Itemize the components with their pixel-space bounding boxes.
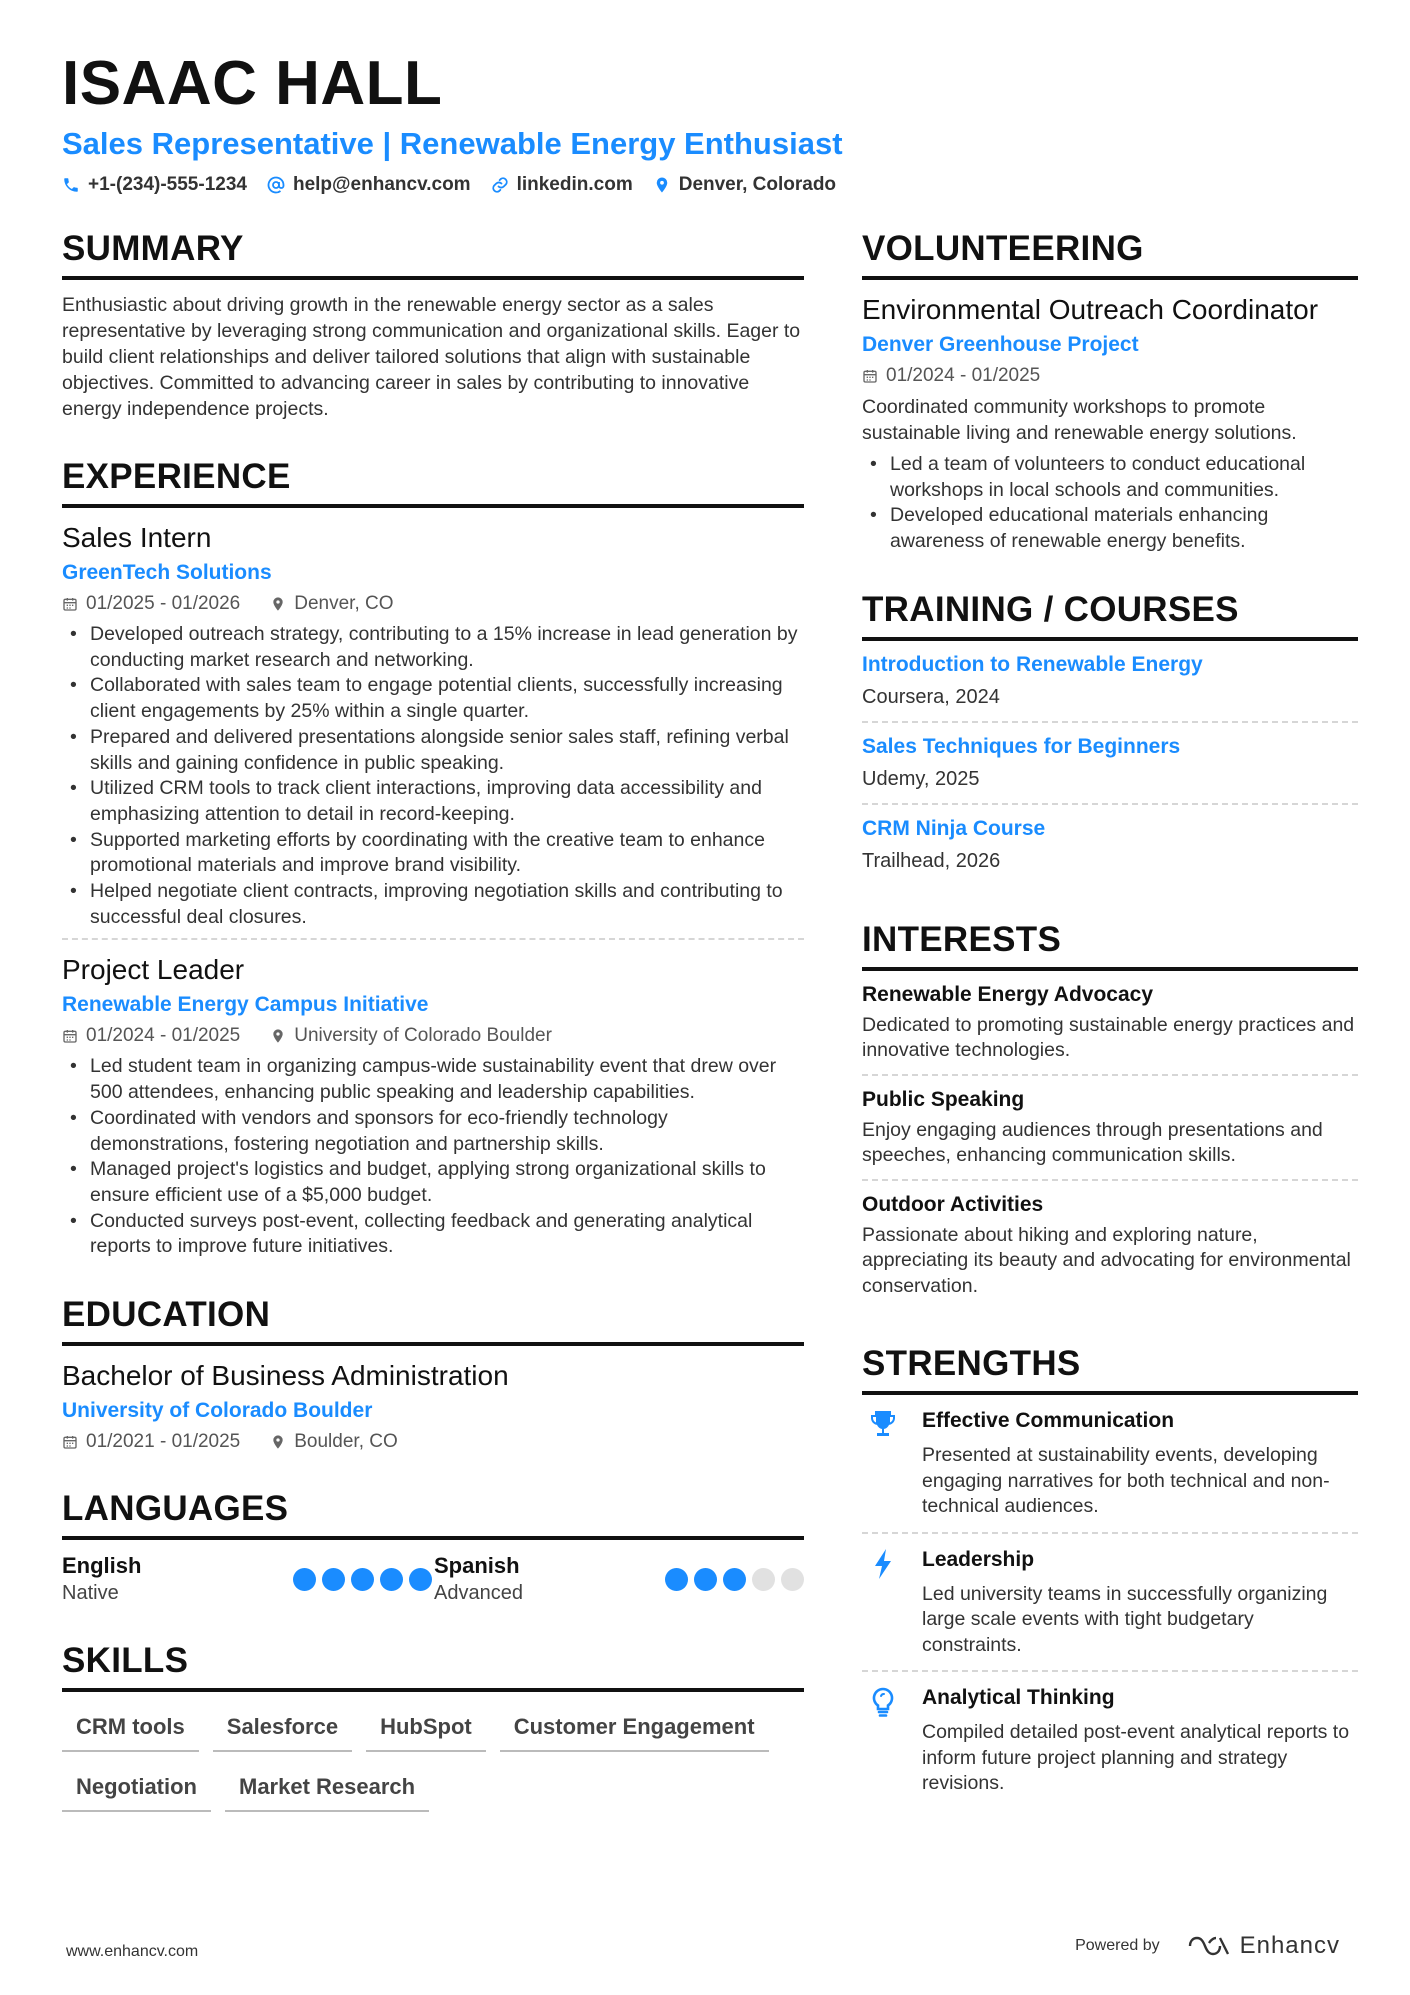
course-source: Udemy, 2025: [862, 767, 980, 790]
course-item: [862, 723, 1358, 805]
job-bullet: • Managed project's logistics and budget, applying strong organizational skills to ensure efficient use of a $5,000 budget.: [62, 1157, 804, 1208]
location-text: Denver, Colorado: [678, 174, 837, 195]
course-source: Trailhead, 2026: [862, 849, 1001, 872]
skill-tag: HubSpot: [366, 1708, 486, 1752]
job-location-text: Denver, CO: [294, 593, 394, 614]
rating-dot-filled: [665, 1568, 688, 1591]
interest-title: Renewable Energy Advocacy: [862, 982, 1154, 1006]
training-section: [862, 589, 1358, 885]
interest-title: Outdoor Activities: [862, 1192, 1044, 1216]
rating-dot-filled: [322, 1568, 345, 1591]
strength-title: Effective Communication: [922, 1409, 1175, 1433]
strength-title: Leadership: [922, 1547, 1035, 1571]
volunteering-section: [862, 228, 1358, 555]
strength-description: Presented at sustainability events, developing engaging narratives for both technical and non-technical audiences.: [922, 1444, 1330, 1518]
strength-item: [862, 1395, 1358, 1534]
contact-email[interactable]: [267, 174, 471, 196]
job-bullet: • Led student team in organizing campus-wide sustainability event that drew over 500 attendees, enhancing public speaking and leadership capabilities.: [62, 1054, 804, 1105]
strengths-heading: STRENGTHS: [862, 1343, 1358, 1395]
job-meta: [62, 1024, 804, 1048]
job-bullets: [62, 622, 804, 930]
rating-dot-filled: [380, 1568, 403, 1591]
language-name: English: [62, 1553, 142, 1579]
trophy-icon: [869, 1409, 897, 1441]
at-sign-icon: [267, 176, 285, 194]
education-entry: [62, 1346, 804, 1454]
lightning-bolt-icon: [869, 1548, 897, 1580]
volunteer-bullet: • Developed educational materials enhancing awareness of renewable energy benefits.: [862, 503, 1358, 554]
job-bullet: • Prepared and delivered presentations alongside senior sales staff, refining verbal skills and gaining confidence in public speaking.: [62, 725, 804, 776]
language-item: [434, 1552, 804, 1606]
volunteer-dates-text: 01/2024 - 01/2025: [886, 365, 1041, 386]
job-bullet: • Coordinated with vendors and sponsors for eco-friendly technology demonstrations, fostering negotiation and partnership skills.: [62, 1106, 804, 1157]
skill-tag: Negotiation: [62, 1768, 211, 1812]
volunteer-meta: [862, 364, 1358, 388]
education-section: [62, 1294, 804, 1454]
calendar-icon: [862, 368, 878, 384]
lightbulb-icon: [869, 1686, 897, 1718]
course-item: [862, 641, 1358, 723]
rating-dot-filled: [293, 1568, 316, 1591]
strength-item: [862, 1672, 1358, 1809]
interest-description: Passionate about hiking and exploring nature, appreciating its beauty and advocating for environmental conservation.: [862, 1223, 1351, 1297]
interest-title: Public Speaking: [862, 1087, 1025, 1111]
phone-text: +1-(234)-555-1234: [88, 174, 247, 195]
linkedin-text: linkedin.com: [516, 174, 633, 195]
skill-tag: CRM tools: [62, 1708, 199, 1752]
interests-heading: INTERESTS: [862, 919, 1358, 971]
link-icon: [491, 176, 509, 194]
education-location: [270, 1430, 398, 1454]
calendar-icon: [62, 596, 78, 612]
summary-text: Enthusiastic about driving growth in the renewable energy sector as a sales representative by leveraging strong communication and organizational skills. Eager to build client relationships and deliver tailored solutions that align with sustainable objectives. Committed to advancing career in sales by contributing to innovative energy independence projects.: [62, 294, 801, 420]
job-location-text: University of Colorado Boulder: [294, 1025, 552, 1047]
volunteer-dates: [862, 364, 1040, 388]
language-level: Native: [62, 1582, 119, 1605]
language-item: [62, 1552, 432, 1606]
course-name: Sales Techniques for Beginners: [862, 734, 1181, 758]
job-meta: [62, 592, 804, 616]
education-dates-text: 01/2021 - 01/2025: [86, 1431, 241, 1453]
job-dates-text: 01/2025 - 01/2026: [86, 593, 241, 614]
volunteer-bullet: • Led a team of volunteers to conduct educational workshops in local schools and communities.: [862, 452, 1358, 503]
skill-tag: Salesforce: [213, 1708, 352, 1752]
skill-tag: Market Research: [225, 1768, 429, 1812]
summary-section: [62, 228, 804, 422]
job-title: Project Leader: [62, 954, 245, 986]
job-title: Sales Intern: [62, 522, 212, 553]
job-dates: [62, 1024, 240, 1048]
rating-dot-empty: [781, 1568, 804, 1591]
job-location: [270, 1024, 552, 1048]
skill-tag: Customer Engagement: [500, 1708, 769, 1752]
job-location: [270, 592, 393, 616]
footer-branding: [1075, 1932, 1340, 1960]
candidate-name: ISAAC HALL: [62, 49, 443, 118]
interest-description: Dedicated to promoting sustainable energy practices and innovative technologies.: [862, 1013, 1355, 1062]
brand-logo[interactable]: [1186, 1932, 1340, 1960]
calendar-icon: [62, 1434, 78, 1450]
right-column: [862, 228, 1358, 1843]
job-bullets: [62, 1054, 804, 1260]
experience-entry: [62, 940, 804, 1260]
course-item: [862, 805, 1358, 885]
degree-title: Bachelor of Business Administration: [62, 1360, 509, 1392]
languages-heading: LANGUAGES: [62, 1488, 804, 1540]
rating-dot-filled: [409, 1568, 432, 1591]
enhancv-logo-icon: [1186, 1933, 1232, 1959]
interests-section: [862, 919, 1358, 1310]
contact-location: [653, 174, 836, 196]
language-rating: [293, 1568, 432, 1591]
experience-section: [62, 456, 804, 1260]
experience-heading: EXPERIENCE: [62, 456, 804, 508]
skills-section: [62, 1640, 804, 1812]
course-name: CRM Ninja Course: [862, 816, 1046, 840]
education-heading: EDUCATION: [62, 1294, 804, 1346]
job-bullet: • Supported marketing efforts by coordinating with the creative team to enhance promotional materials and improve brand visibility.: [62, 828, 804, 879]
volunteer-bullets: [862, 452, 1358, 555]
skills-heading: SKILLS: [62, 1640, 804, 1692]
language-list: [62, 1552, 804, 1606]
education-location-text: Boulder, CO: [294, 1431, 398, 1453]
footer-website[interactable]: www.enhancv.com: [66, 1943, 199, 1960]
job-bullet: • Developed outreach strategy, contributing to a 15% increase in lead generation by conducting market research and networking.: [62, 622, 804, 673]
job-bullet: • Collaborated with sales team to engage potential clients, successfully increasing client engagements by 25% within a single quarter.: [62, 673, 804, 724]
school-name: University of Colorado Boulder: [62, 1399, 373, 1423]
job-bullet: • Utilized CRM tools to track client interactions, improving data accessibility and emphasizing attention to detail in record-keeping.: [62, 776, 804, 827]
phone-icon: [62, 176, 80, 194]
map-pin-icon: [270, 596, 286, 612]
rating-dot-empty: [752, 1568, 775, 1591]
map-pin-icon: [653, 176, 671, 194]
volunteer-role: Environmental Outreach Coordinator: [862, 294, 1319, 325]
left-column: [62, 228, 804, 1846]
map-pin-icon: [270, 1434, 286, 1450]
company-name: GreenTech Solutions: [62, 561, 272, 584]
languages-section: [62, 1488, 804, 1606]
interest-item: [862, 1076, 1358, 1181]
job-dates-text: 01/2024 - 01/2025: [86, 1025, 241, 1047]
interest-item: [862, 971, 1358, 1076]
volunteer-org: Denver Greenhouse Project: [862, 333, 1139, 356]
strengths-section: [862, 1343, 1358, 1809]
language-name: Spanish: [434, 1553, 520, 1579]
contact-bar: [62, 174, 1362, 196]
company-name: Renewable Energy Campus Initiative: [62, 993, 429, 1017]
resume-header: [62, 48, 1362, 196]
interest-item: [862, 1181, 1358, 1310]
course-source: Coursera, 2024: [862, 685, 1000, 708]
language-rating: [665, 1568, 804, 1591]
experience-entry: [62, 508, 804, 940]
summary-heading: SUMMARY: [62, 228, 804, 280]
job-bullet: • Helped negotiate client contracts, improving negotiation skills and contributing to successful deal closures.: [62, 879, 804, 930]
skill-tags: [62, 1708, 804, 1812]
strength-description: Led university teams in successfully organizing large scale events with tight budgetary constraints.: [922, 1582, 1328, 1656]
email-text: help@enhancv.com: [292, 174, 471, 195]
powered-by-text: Powered by: [1075, 1937, 1160, 1954]
course-name: Introduction to Renewable Energy: [862, 652, 1203, 676]
strength-item: [862, 1534, 1358, 1673]
rating-dot-filled: [351, 1568, 374, 1591]
training-heading: TRAINING / COURSES: [862, 589, 1358, 641]
education-meta: [62, 1430, 804, 1454]
brand-name: Enhancv: [1239, 1932, 1340, 1959]
strength-title: Analytical Thinking: [922, 1686, 1115, 1710]
volunteer-description: Coordinated community workshops to promote sustainable living and renewable energy solutions.: [862, 396, 1297, 444]
job-bullet: • Conducted surveys post-event, collecting feedback and generating analytical reports to improve future initiatives.: [62, 1209, 804, 1260]
candidate-tagline: Sales Representative | Renewable Energy Enthusiast: [62, 126, 843, 161]
rating-dot-filled: [723, 1568, 746, 1591]
strength-description: Compiled detailed post-event analytical reports to inform future project planning and strategy revisions.: [922, 1721, 1350, 1795]
contact-phone[interactable]: [62, 174, 247, 196]
education-dates: [62, 1430, 240, 1454]
interest-description: Enjoy engaging audiences through presentations and speeches, enhancing communication skills.: [862, 1118, 1323, 1167]
calendar-icon: [62, 1028, 78, 1044]
job-dates: [62, 592, 240, 616]
rating-dot-filled: [694, 1568, 717, 1591]
map-pin-icon: [270, 1028, 286, 1044]
volunteering-heading: VOLUNTEERING: [862, 228, 1358, 280]
language-level: Advanced: [434, 1582, 523, 1605]
volunteering-entry: [862, 280, 1358, 555]
contact-linkedin[interactable]: [491, 174, 633, 196]
